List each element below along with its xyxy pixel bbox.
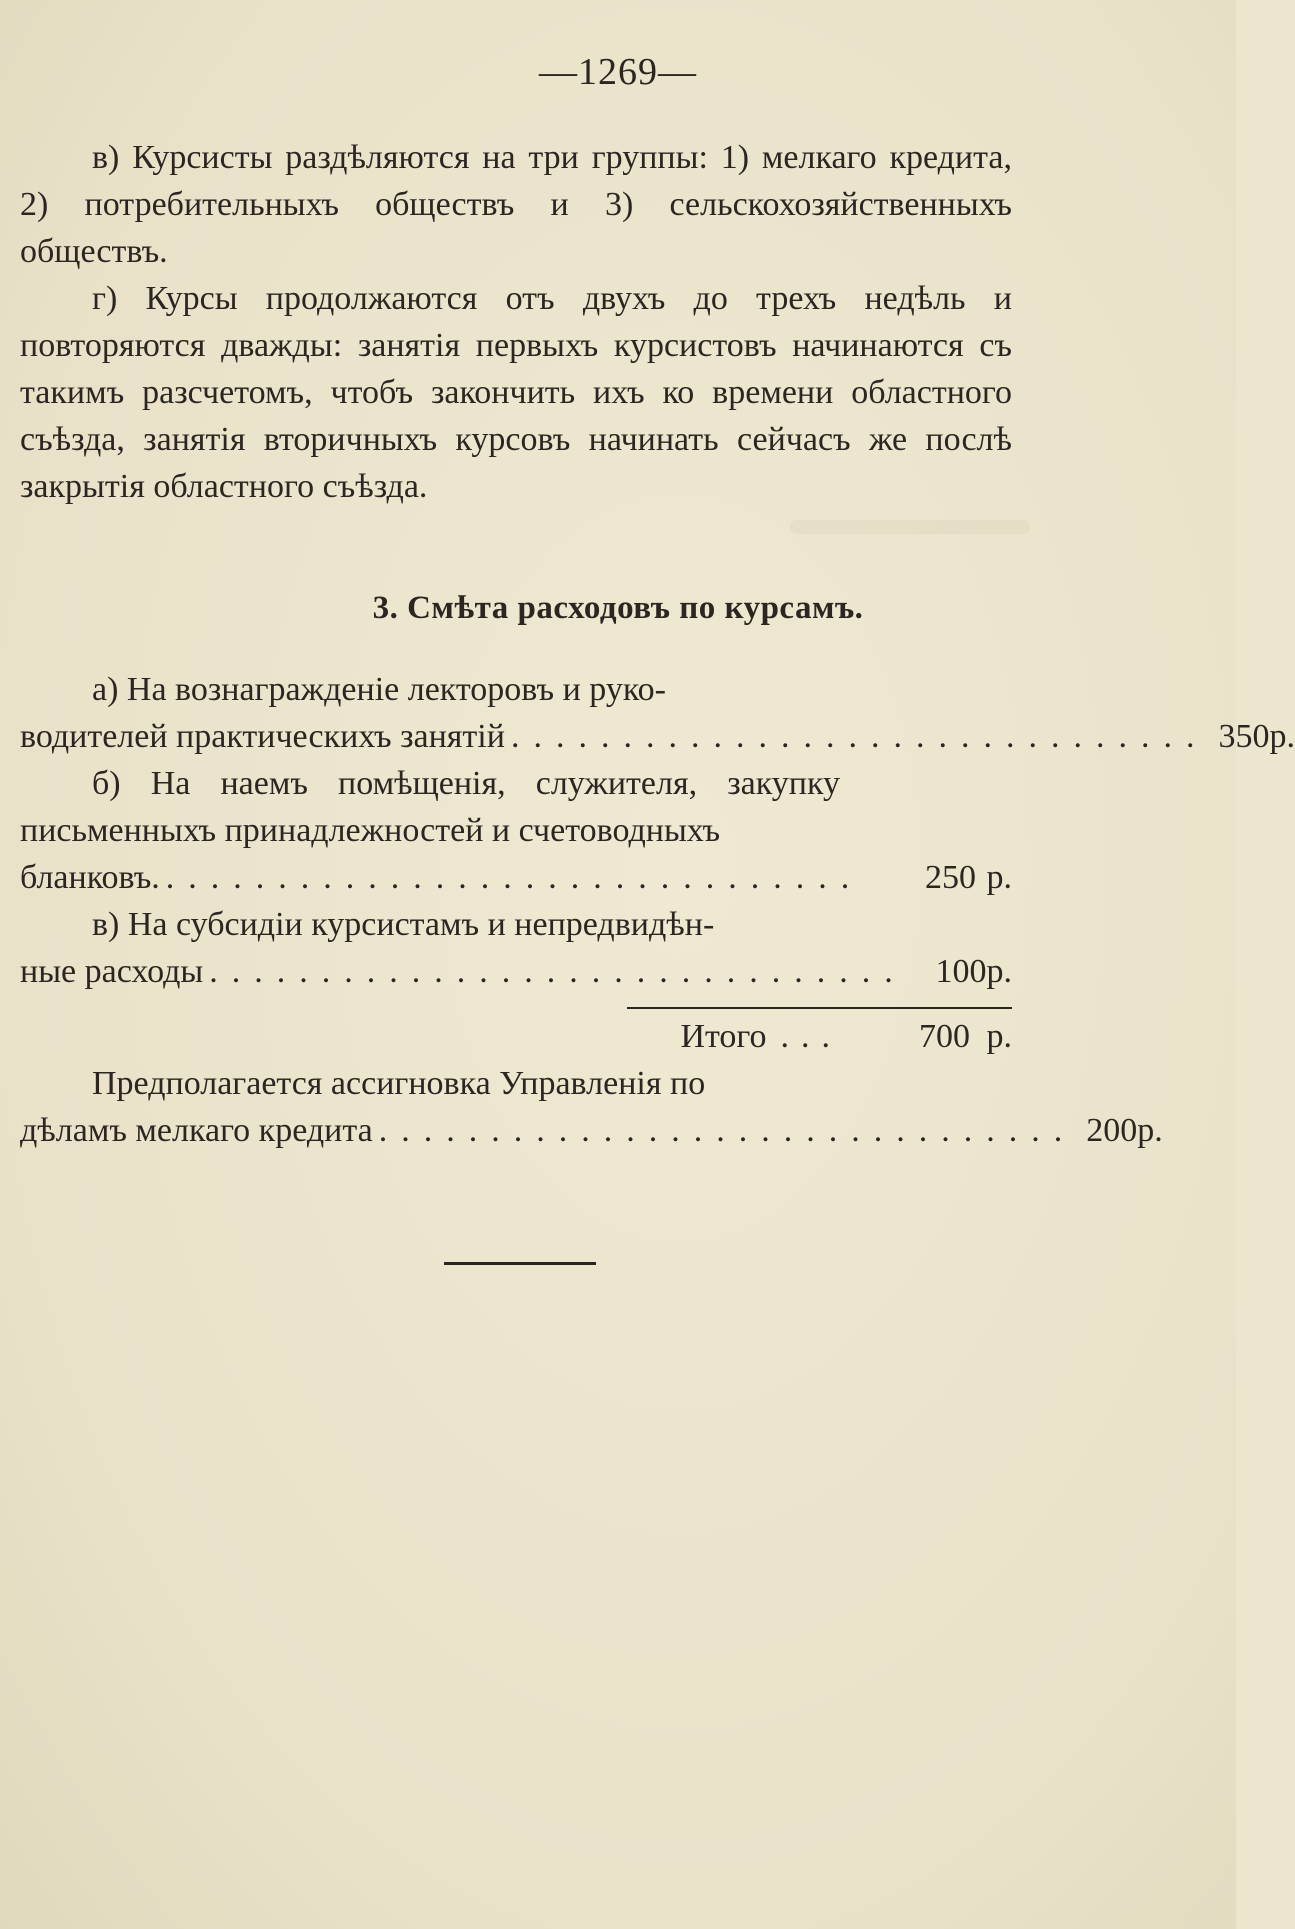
total-dots: ... bbox=[780, 1018, 842, 1055]
leader-dots: ............................... bbox=[378, 1112, 1077, 1149]
budget-item-b bbox=[20, 760, 1012, 901]
assignment-unit: р. bbox=[1137, 1112, 1163, 1149]
total-rule bbox=[627, 1007, 1012, 1009]
assignment-amount: 200 bbox=[1086, 1112, 1138, 1149]
budget-item-b-amount: 250 bbox=[925, 859, 977, 896]
paragraph-v: в) Курсисты раздѣляются на три группы: 1) мелкаго кредита, 2) потребительныхъ обществъ и 3) сельскохозяйственныхъ обществъ. bbox=[20, 139, 1012, 270]
budget-item-b-unit: р. bbox=[986, 859, 1012, 896]
budget-item-a-text: а) На вознагражденіе лекторовъ и руко- bbox=[92, 671, 666, 708]
total-label: Итого bbox=[680, 1018, 767, 1055]
total-unit: р. bbox=[986, 1018, 1012, 1055]
assignment-text: Предполагается ассигновка Управленія по bbox=[92, 1065, 706, 1102]
paragraph-g: г) Курсы продолжаются отъ двухъ до трехъ недѣль и повторяются дважды: занятія первыхъ курсистовъ начинаются съ такимъ разсчетомъ, чтобъ закончить ихъ ко времени областного съѣзда, занятія вторичныхъ курсовъ начинать сейчасъ же послѣ закрытія областного съѣзда. bbox=[20, 280, 1012, 505]
assignment bbox=[20, 1060, 1163, 1154]
budget-item-c-continuation: ные расходы bbox=[20, 953, 204, 990]
budget-item-a-unit: р. bbox=[1269, 718, 1295, 755]
total-amount: 700 bbox=[919, 1018, 970, 1055]
budget-item-b-continuation: бланковъ. bbox=[20, 859, 160, 896]
section-heading: 3. Смѣта расходовъ по курсамъ. bbox=[372, 590, 864, 626]
budget-item-a-line bbox=[20, 713, 1295, 760]
leader-dots: ............................... bbox=[165, 859, 864, 896]
budget-item-c-text: в) На субсидіи курсистамъ и непредвидѣн- bbox=[92, 906, 715, 943]
budget-item-c-line bbox=[20, 948, 1012, 995]
budget-item-c-unit: р. bbox=[986, 953, 1012, 990]
body-text bbox=[20, 134, 1012, 510]
assignment-line bbox=[20, 1107, 1163, 1154]
budget-item-c-amount: 100 bbox=[935, 953, 987, 990]
budget-item-a-amount: 350 bbox=[1218, 718, 1270, 755]
leader-dots: ............................... bbox=[510, 718, 1209, 755]
page-number: —1269— bbox=[539, 51, 697, 93]
total-line bbox=[20, 1013, 1012, 1060]
budget-item-c bbox=[20, 901, 1012, 995]
budget-item-b-text: б) На наемъ помѣщенія, служителя, закупку письменныхъ принадлежностей и счетоводныхъ bbox=[20, 765, 840, 849]
budget-table bbox=[20, 666, 1295, 1154]
budget-item-a bbox=[20, 666, 1295, 760]
end-rule bbox=[444, 1262, 596, 1265]
budget-item-a-continuation: водителей практическихъ занятій bbox=[20, 718, 505, 755]
budget-item-b-line bbox=[20, 854, 1012, 901]
assignment-continuation: дѣламъ мелкаго кредита bbox=[20, 1112, 373, 1149]
leader-dots: ............................... bbox=[209, 953, 907, 990]
bleed-through-shadow bbox=[790, 520, 1030, 534]
